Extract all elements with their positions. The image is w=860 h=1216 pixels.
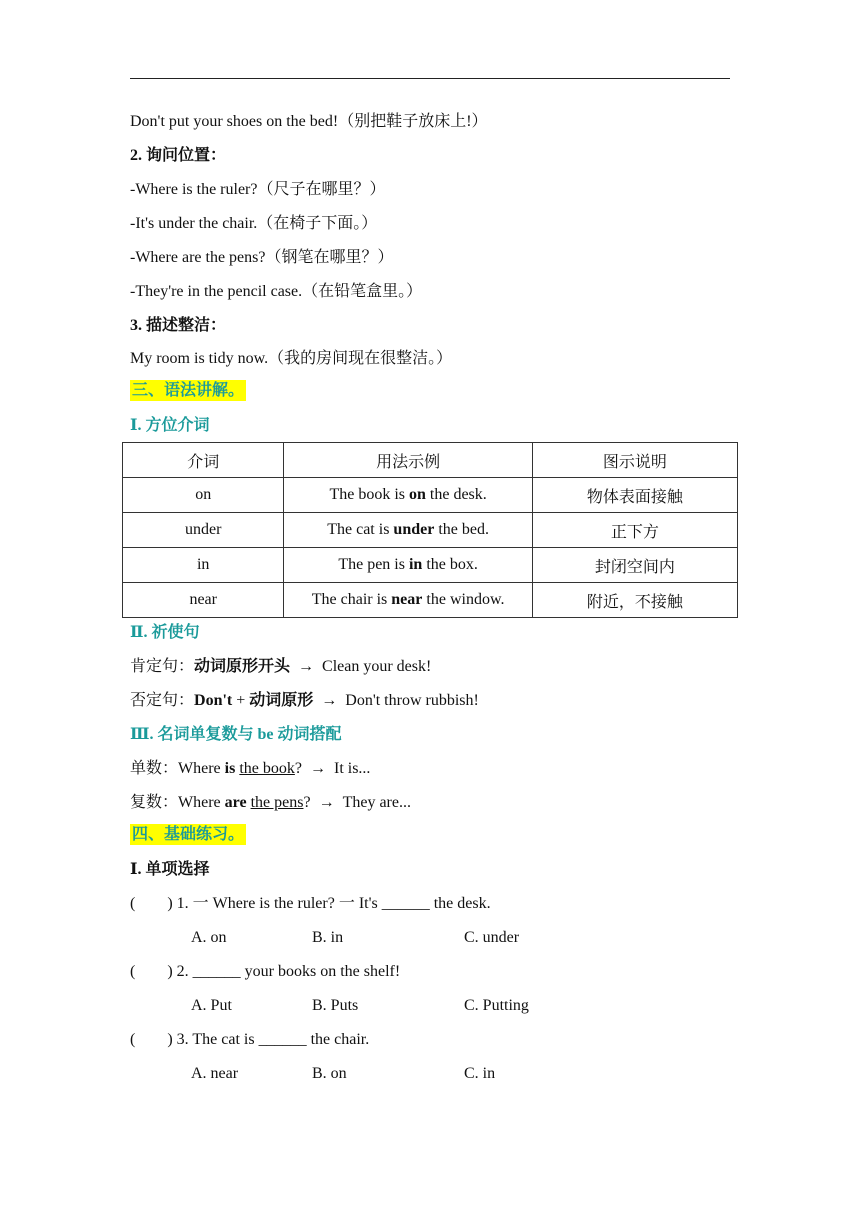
table-row [123, 583, 738, 618]
option-c: C. Putting [464, 997, 529, 1014]
example-post: the window. [422, 591, 505, 608]
section-ask-num: 2. [130, 147, 142, 164]
question-1 [130, 894, 491, 914]
ask-zh: （在椅子下面。） [257, 215, 378, 232]
ask-line-3 [130, 248, 393, 268]
tidy-en: My room is tidy now. [130, 350, 269, 367]
header-cell: 介词 [123, 443, 284, 478]
option-a: A. Put [191, 997, 232, 1014]
option-c: C. under [464, 929, 520, 946]
option-b: B. on [312, 1065, 347, 1082]
option-a: A. near [191, 1065, 239, 1082]
singular-be: is [224, 760, 236, 777]
table-row [123, 478, 738, 513]
option-a: A. on [191, 929, 227, 946]
ask-line-2 [130, 214, 377, 234]
intro-zh: （别把鞋子放床上!） [338, 113, 488, 130]
example-prep: near [391, 591, 423, 608]
arrow-icon: → [321, 692, 338, 709]
table-header-row [123, 443, 738, 478]
question-text: 3. The cat is ______ the chair. [176, 1031, 370, 1048]
grammar-heading-text: 三、语法讲解。 [132, 382, 245, 399]
preposition-table [122, 442, 738, 618]
prep-word: under [123, 513, 284, 548]
example-prep: on [408, 486, 426, 503]
singular-pre: Where [178, 760, 225, 777]
example-pre: The pen is [338, 556, 409, 573]
example-post: the bed. [434, 521, 489, 538]
negative-example: Don't throw rubbish! [345, 692, 479, 709]
prep-desc: 物体表面接触 [532, 478, 737, 513]
tidy-zh: （我的房间现在很整洁。） [268, 350, 453, 367]
header-cell: 用法示例 [284, 443, 532, 478]
tidy-line [130, 349, 452, 369]
table-row [123, 513, 738, 548]
ask-line-1 [130, 180, 386, 200]
header-rule [130, 78, 730, 79]
option-b: B. in [312, 929, 344, 946]
noun-heading: Ⅲ. 名词单复数与 be 动词搭配 [130, 726, 342, 743]
example-pre: The book is [329, 486, 409, 503]
noun-plural [130, 793, 411, 813]
example-pre: The chair is [311, 591, 392, 608]
ask-en: -Where are the pens? [130, 249, 266, 266]
intro-en: Don't put your shoes on the bed! [130, 113, 339, 130]
arrow-icon: → [318, 794, 335, 811]
prep-word: in [123, 548, 284, 583]
option-b: B. Puts [312, 997, 359, 1014]
negative-label: 否定句： [130, 692, 195, 709]
practice-heading-text: 四、基础练习。 [132, 826, 245, 843]
prep-example [284, 478, 532, 513]
singular-answer: It is... [333, 760, 371, 777]
question-text: 2. ______ your books on the shelf! [176, 963, 401, 980]
prep-desc: 封闭空间内 [532, 548, 737, 583]
section-tidy-num: 3. [130, 317, 142, 334]
example-prep: in [408, 556, 423, 573]
section-tidy-title: 描述整洁： [146, 317, 227, 334]
prep-word: on [123, 478, 284, 513]
arrow-icon: → [309, 760, 326, 777]
answer-blank[interactable]: ( ) [130, 963, 173, 980]
prep-desc: 正下方 [532, 513, 737, 548]
example-pre: The cat is [327, 521, 394, 538]
plural-answer: They are... [342, 794, 411, 811]
option-c: C. in [464, 1065, 496, 1082]
ask-line-4 [130, 282, 422, 302]
practice-heading [130, 825, 246, 845]
question-mark: ? [303, 794, 311, 811]
imperative-positive [130, 657, 431, 677]
header-cell: 图示说明 [532, 443, 737, 478]
negative-rule: 动词原形 [249, 692, 314, 709]
arrow-icon: → [298, 658, 315, 675]
answer-blank[interactable]: ( ) [130, 1031, 173, 1048]
question-3 [130, 1030, 369, 1050]
singular-object: the book [239, 760, 295, 777]
grammar-heading [130, 381, 246, 401]
imperative-heading: Ⅱ. 祈使句 [130, 624, 200, 641]
positive-example: Clean your desk! [322, 658, 432, 675]
ask-en: -Where is the ruler? [130, 181, 258, 198]
example-prep: under [393, 521, 435, 538]
prep-desc: 附近，不接触 [532, 583, 737, 618]
ask-zh: （钢笔在哪里？） [265, 249, 394, 266]
ask-zh: （尺子在哪里？） [257, 181, 386, 198]
plural-be: are [224, 794, 247, 811]
ask-en: -They're in the pencil case. [130, 283, 303, 300]
plural-label: 复数： [130, 794, 179, 811]
section-tidy-heading [130, 316, 226, 336]
question-mark: ? [294, 760, 302, 777]
intro-line [130, 112, 488, 132]
prep-word: near [123, 583, 284, 618]
singular-label: 单数： [130, 760, 179, 777]
answer-blank[interactable]: ( ) [130, 895, 173, 912]
section-ask-title: 询问位置： [146, 147, 227, 164]
mc-heading: Ⅰ. 单项选择 [130, 861, 210, 878]
imperative-negative [130, 691, 479, 711]
prep-example [284, 548, 532, 583]
prep-example [284, 583, 532, 618]
prep-example [284, 513, 532, 548]
prep-heading: Ⅰ. 方位介词 [130, 417, 210, 434]
question-2 [130, 962, 400, 982]
example-post: the desk. [425, 486, 487, 503]
section-ask-heading [130, 146, 226, 166]
negative-dont: Don't [194, 692, 233, 709]
noun-singular [130, 759, 370, 779]
ask-en: -It's under the chair. [130, 215, 258, 232]
positive-label: 肯定句： [130, 658, 195, 675]
positive-rule: 动词原形开头 [194, 658, 291, 675]
example-post: the box. [422, 556, 478, 573]
plural-pre: Where [178, 794, 225, 811]
question-text: 1. 一 Where is the ruler? 一 It's ______ the desk. [176, 895, 491, 912]
ask-zh: （在铅笔盒里。） [302, 283, 423, 300]
plus-sign: + [232, 692, 250, 709]
plural-object: the pens [250, 794, 304, 811]
table-row [123, 548, 738, 583]
